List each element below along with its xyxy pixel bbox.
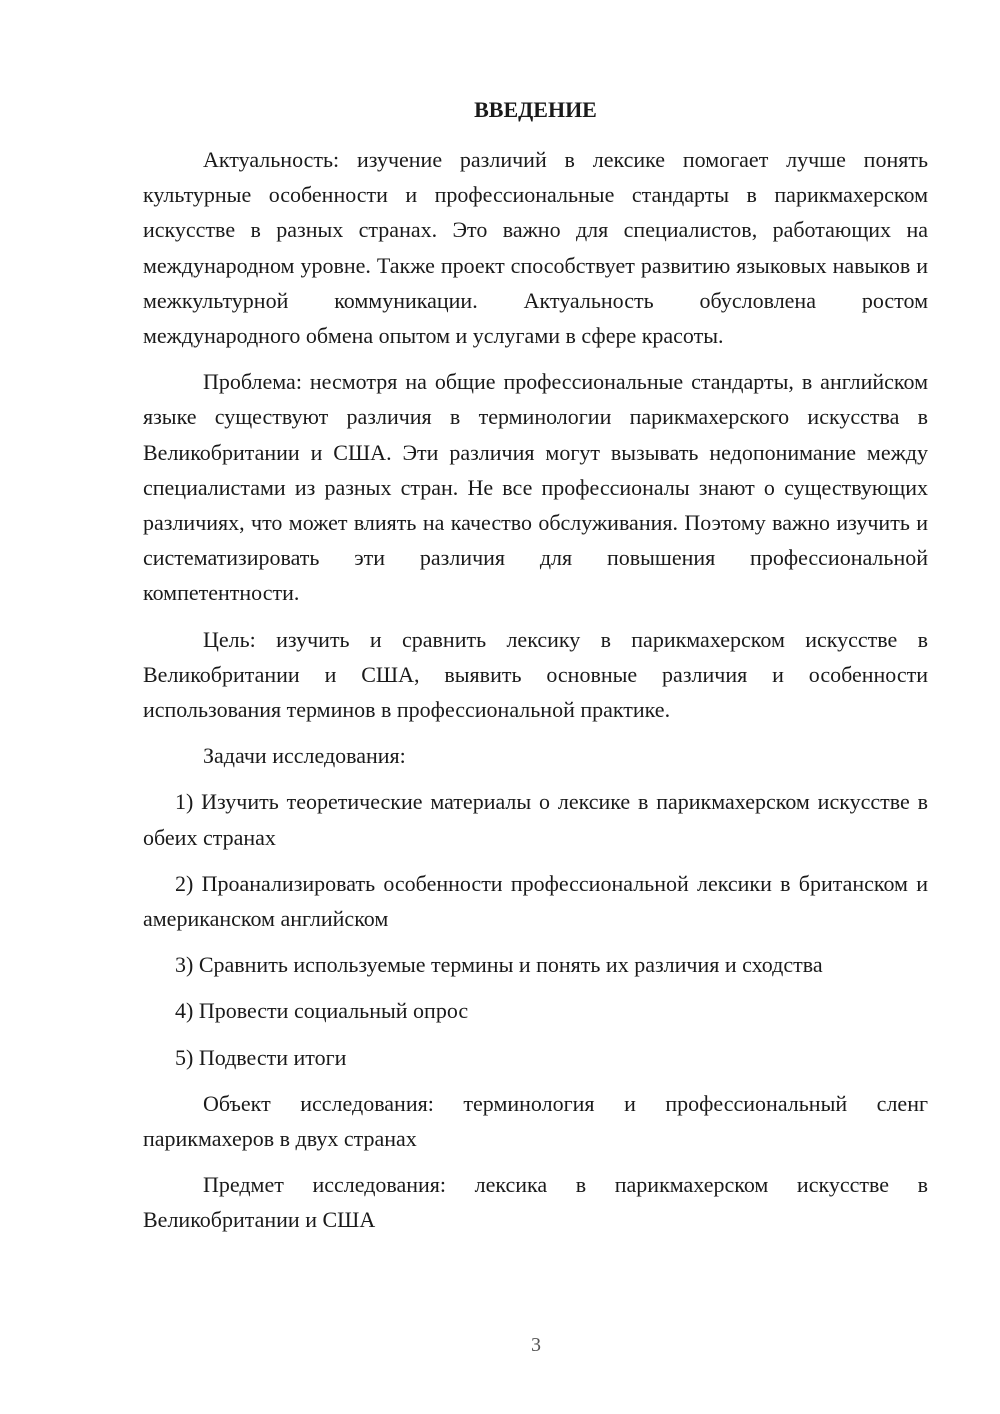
list-item: 3) Сравнить используемые термины и понять их различия и сходства	[175, 952, 823, 978]
paragraph-object: Объект исследования: терминология и профессиональный сленг парикмахеров в двух странах	[143, 1090, 928, 1152]
list-item: 4) Провести социальный опрос	[175, 998, 469, 1024]
tasks-heading: Задачи исследования:	[203, 743, 406, 769]
paragraph-problem: Проблема: несмотря на общие профессиональные стандарты, в английском языке существуют различия в терминологии парикмахерского искусства в Великобритании и США. Эти различия могут вызывать недопонимание между специалистами из разных стран. Не все профессионалы знают о существующих различиях, что может влиять на качество обслуживания. Поэтому важно изучить и систематизировать эти различия для повышения профессиональной компетентности.	[143, 369, 928, 606]
section-title: ВВЕДЕНИЕ	[474, 97, 597, 122]
paragraph-subject: Предмет исследования: лексика в парикмахерском искусстве в Великобритании и США	[143, 1172, 928, 1233]
paragraph-goal: Цель: изучить и сравнить лексику в парикмахерском искусстве в Великобритании и США, выявить основные различия и особенности использования терминов в профессиональной практике.	[143, 626, 928, 723]
page-number: 3	[531, 1334, 541, 1356]
list-item: 1) Изучить теоретические материалы о лексике в парикмахерском искусстве в обеих странах	[143, 789, 928, 850]
list-item: 5) Подвести итоги	[175, 1044, 347, 1070]
list-item: 2) Проанализировать особенности профессиональной лексики в британском и американском английском	[143, 870, 928, 932]
tasks-list	[143, 784, 928, 1074]
paragraph-relevance: Актуальность: изучение различий в лексике помогает лучше понять культурные особенности и профессиональные стандарты в парикмахерском искусстве в разных странах. Это важно для специалистов, работающих на международном уровне. Также проект способствует развитию языковых навыков и межкультурной коммуникации. Актуальность обусловлена ростом международного обмена опытом и услугами в сфере красоты.	[143, 147, 928, 349]
document-page	[143, 92, 928, 1238]
